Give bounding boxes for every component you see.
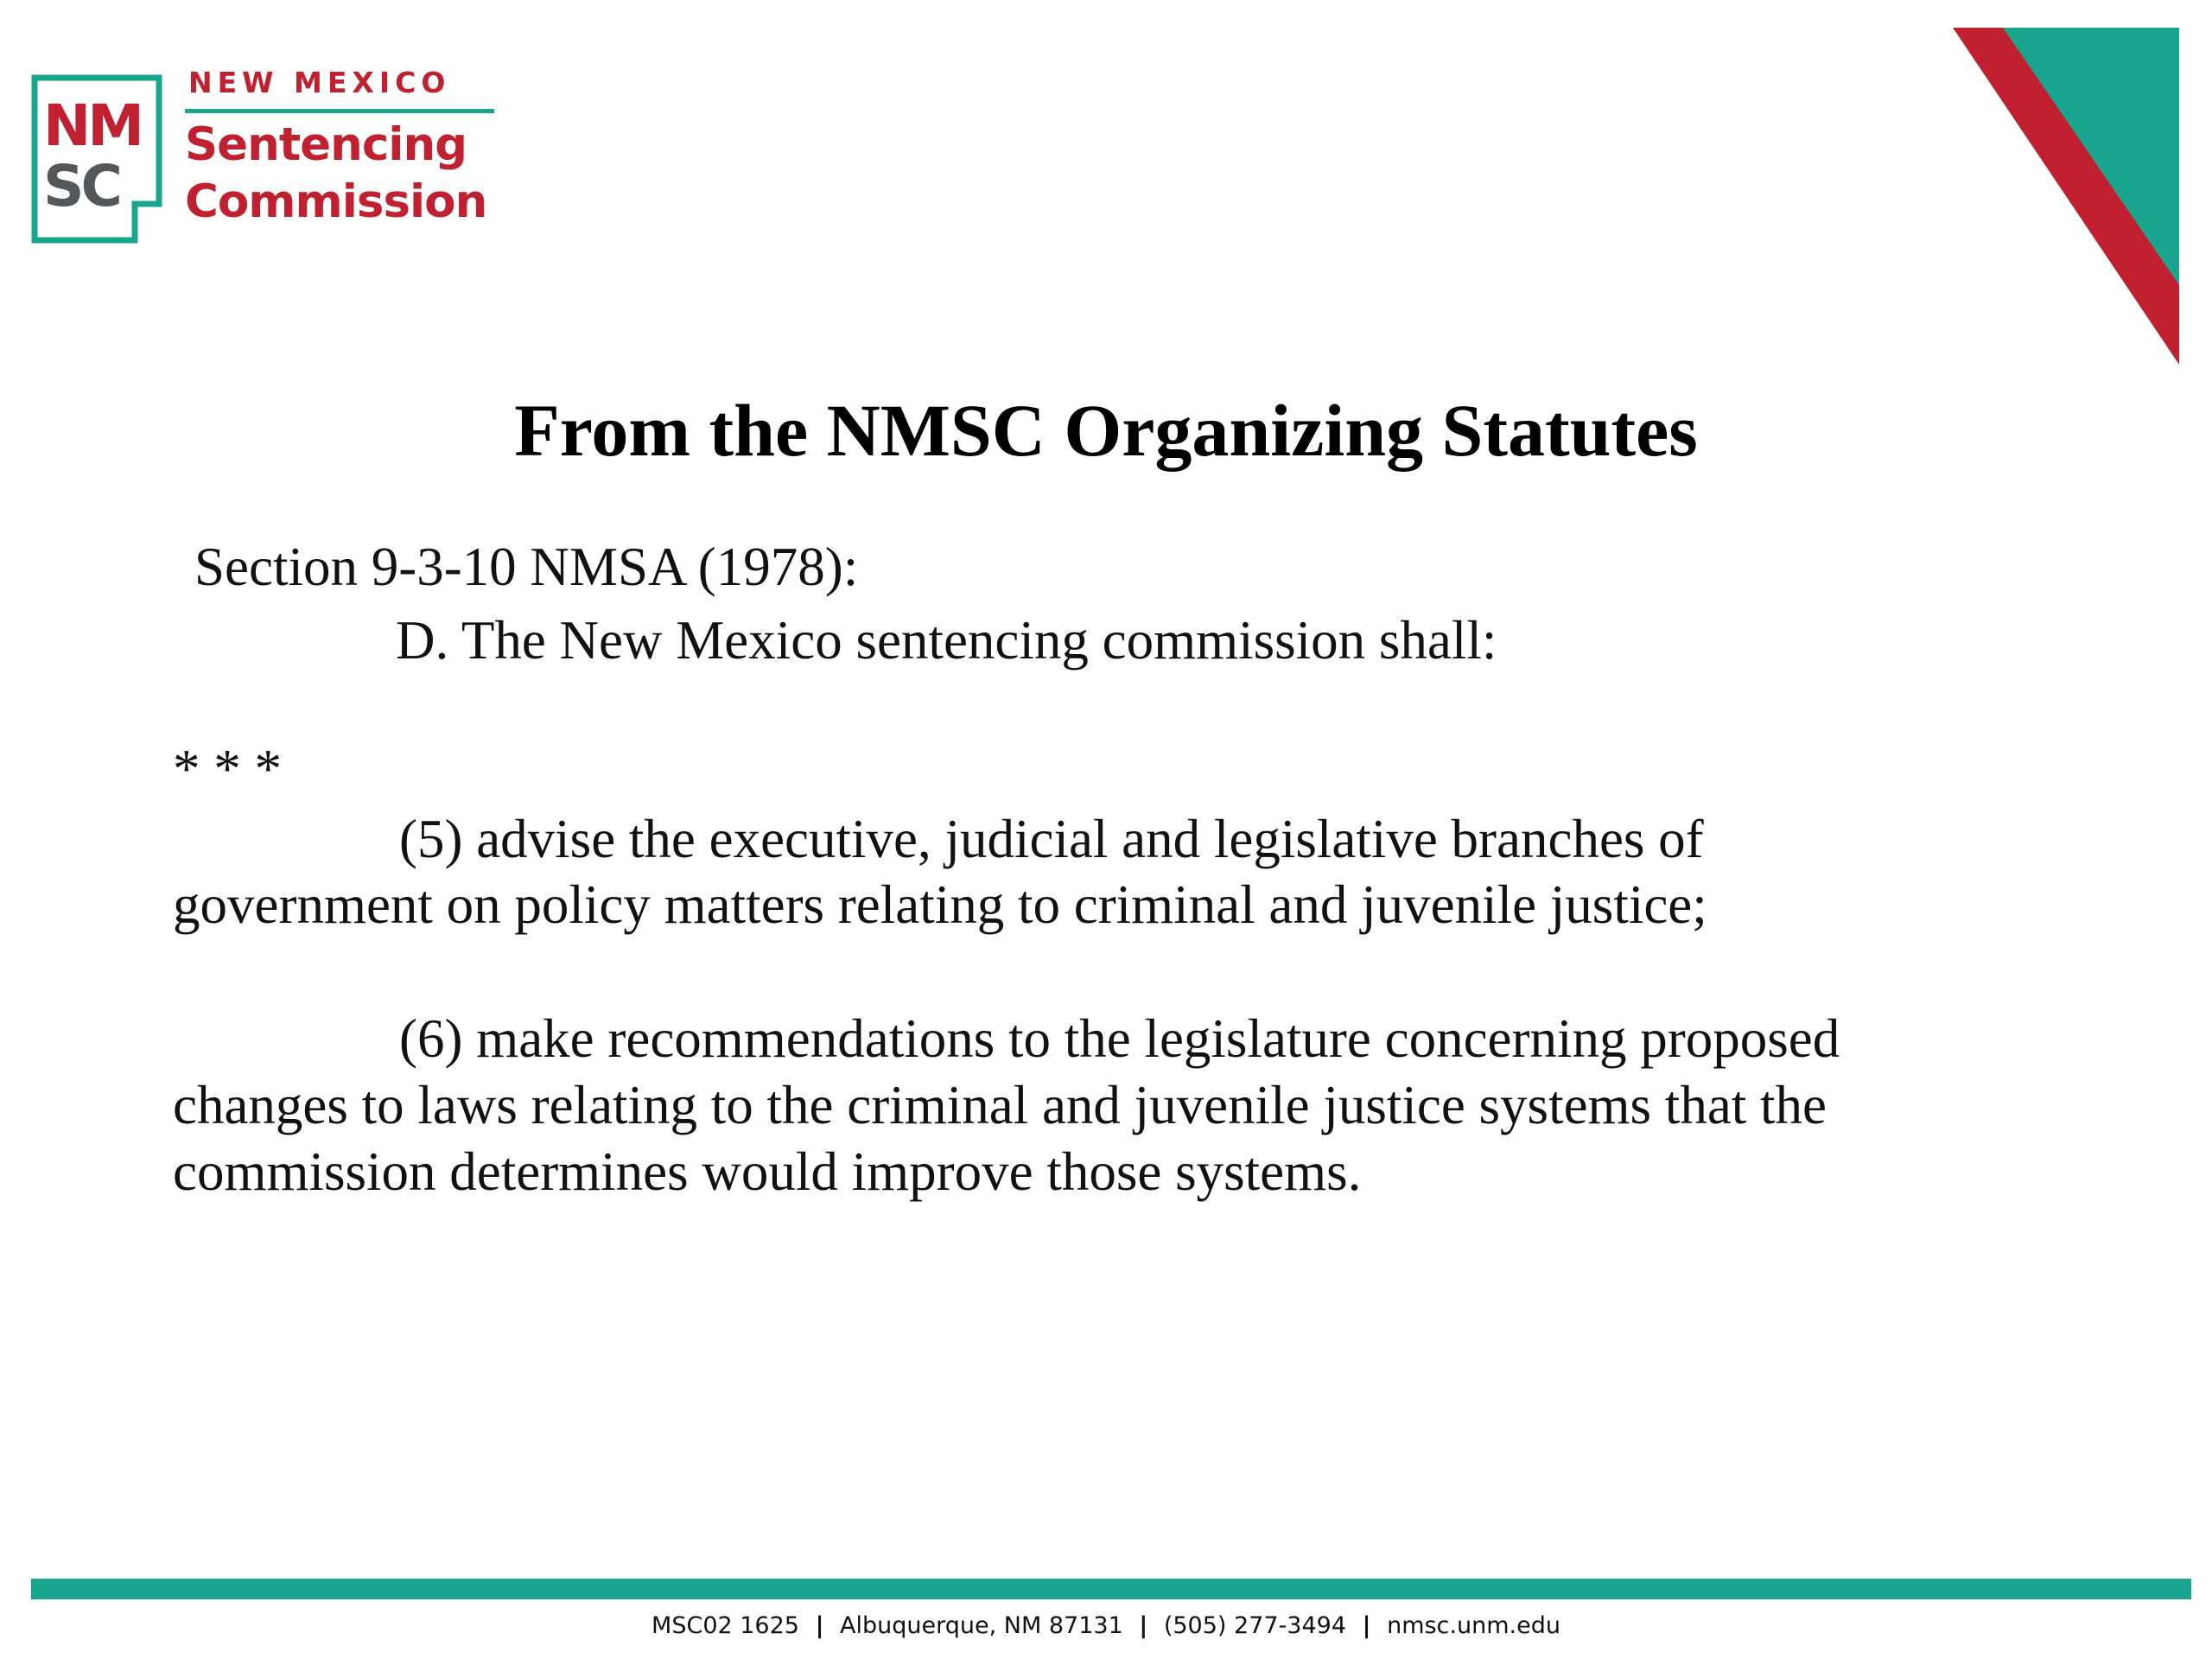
slide-title: From the NMSC Organizing Statutes: [514, 389, 1698, 472]
item-6-line-3: commission determines would improve those systems.: [173, 1141, 1362, 1202]
logo-monogram-bottom: SC: [43, 153, 119, 219]
footer-separator: |: [1362, 1612, 1371, 1639]
footer-city: Albuquerque, NM 87131: [840, 1612, 1123, 1639]
footer-separator: |: [815, 1612, 824, 1639]
footer-bar: [31, 1579, 2191, 1599]
footer-phone: (505) 277-3494: [1163, 1612, 1347, 1639]
item-5-line-2: government on policy matters relating to criminal and juvenile justice;: [173, 874, 1707, 935]
footer-contact: [0, 1612, 2212, 1639]
footer-separator: |: [1139, 1612, 1148, 1639]
logo-state-name: NEW MEXICO: [188, 66, 451, 99]
logo-line-sentencing: Sentencing: [185, 118, 467, 171]
section-heading: Section 9-3-10 NMSA (1978):: [194, 537, 859, 597]
new-mexico-state-outline-icon: [31, 74, 169, 244]
item-6-line-1: (6) make recommendations to the legislature concerning proposed: [399, 1008, 1840, 1069]
subsection-d: D. The New Mexico sentencing commission shall:: [396, 610, 1497, 671]
logo-monogram-top: NM: [43, 92, 141, 159]
logo-line-commission: Commission: [185, 175, 487, 228]
item-5-line-1: (5) advise the executive, judicial and legislative branches of: [399, 809, 1704, 869]
footer-mail-code: MSC02 1625: [652, 1612, 799, 1639]
logo-divider: [185, 109, 494, 113]
footer-website-link[interactable]: nmsc.unm.edu: [1387, 1612, 1560, 1639]
logo-wordmark: [185, 60, 522, 242]
corner-decoration: [1953, 28, 2182, 365]
nmsc-logo: [31, 60, 515, 251]
omission-asterisks: * * *: [173, 739, 282, 799]
item-6-line-2: changes to laws relating to the criminal and juvenile justice systems that the: [173, 1075, 1827, 1135]
